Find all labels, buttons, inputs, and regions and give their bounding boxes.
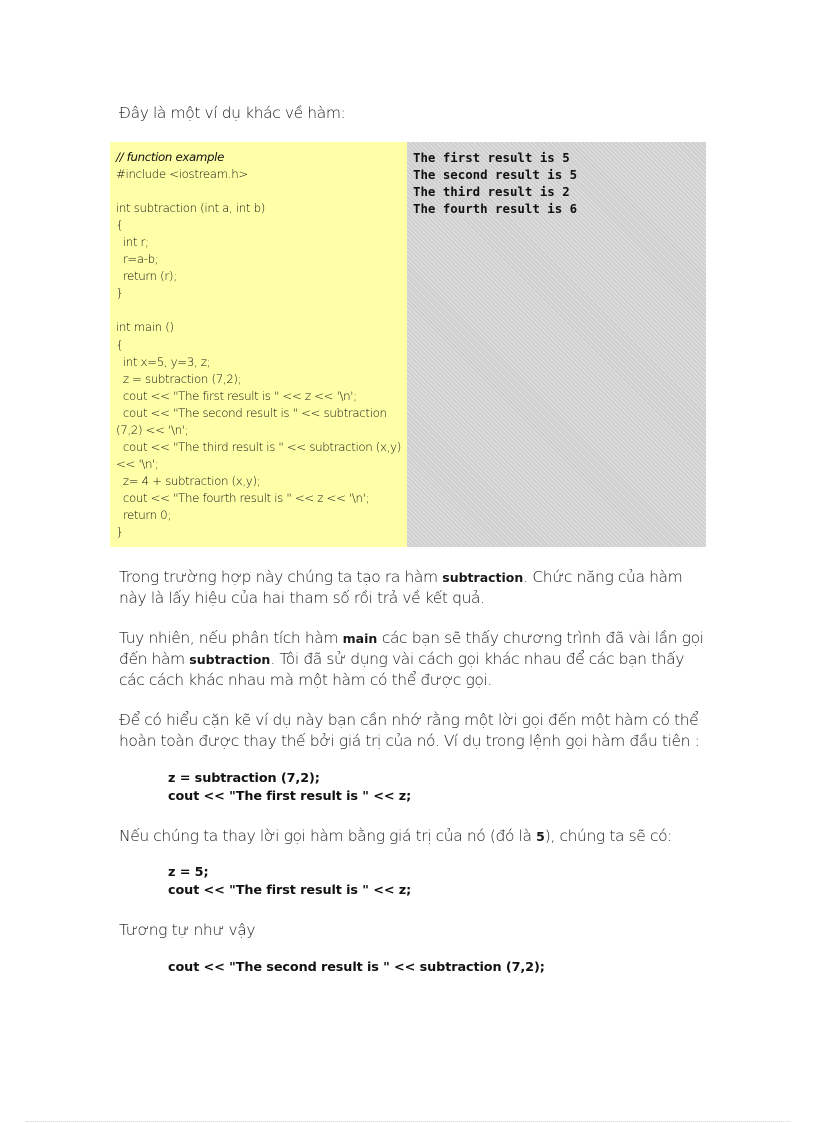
code-line: int subtraction (int a, int b) [116, 201, 265, 216]
code-line: int r; [116, 235, 149, 250]
p2-text-a: Tuy nhiên, nếu phân tích hàm [119, 629, 343, 647]
paragraph-main-analysis [119, 628, 709, 691]
output-listing [407, 142, 706, 217]
code-line: z = subtraction (7,2); [116, 371, 242, 386]
output-line: The third result is 2 [413, 184, 570, 200]
code-line: #include <iostream.h> [116, 167, 248, 182]
keyword-main: main [342, 631, 378, 646]
page-bottom-divider [26, 1121, 790, 1122]
code-line: return 0; [116, 507, 171, 522]
code-example-panel [110, 142, 407, 547]
keyword-subtraction: subtraction [442, 570, 524, 585]
paragraph-replace-value [119, 826, 709, 847]
keyword-five: 5 [536, 829, 545, 844]
snippet-line: cout << "The first result is " << z; [168, 788, 412, 804]
paragraph-similarly: Tương tự như vậy [119, 921, 256, 939]
code-listing [110, 142, 407, 541]
code-line: // function example [116, 150, 224, 164]
code-line: { [116, 337, 124, 352]
p4-text-before: Nếu chúng ta thay lời gọi hàm bằng giá trị của nó (đó là [119, 827, 537, 845]
code-line [116, 302, 407, 319]
code-line: { [116, 218, 124, 233]
code-line: z= 4 + subtraction (x,y); [116, 473, 261, 488]
p1-text-after: . Chức năng của hàm này là lấy hiệu của hai tham số rồi trả về kết quả. [119, 568, 683, 607]
paragraph-call-replacement: Để có hiểu cặn kẽ ví dụ này bạn cần nhớ rằng một lời gọi đến một hàm có thể hoàn toàn được thay thế bởi giá trị của nó. Ví dụ trong lệnh gọi hàm đầu tiên : [119, 711, 700, 750]
program-output-panel [407, 142, 706, 547]
output-line: The first result is 5 [413, 150, 570, 165]
code-line: int x=5, y=3, z; [116, 354, 211, 369]
code-snippet-2 [168, 864, 411, 899]
code-line: return (r); [116, 269, 177, 284]
p2-text-c: . Tôi đã sử dụng vài cách gọi khác nhau để các bạn thấy các cách khác nhau mà một hàm có thể được gọi. [119, 650, 685, 689]
snippet-line: cout << "The first result is " << z; [168, 882, 412, 898]
output-line: The second result is 5 [413, 167, 578, 183]
code-line: cout << "The first result is " << z << '\n'; [116, 388, 357, 403]
snippet-line: cout << "The second result is " << subtraction (7,2); [168, 960, 545, 975]
code-line: } [116, 525, 124, 540]
code-line: } [116, 286, 124, 301]
code-snippet-3 [168, 959, 545, 977]
code-line: cout << "The fourth result is " << z << '\n'; [116, 490, 370, 505]
code-line: cout << "The second result is " << subtraction (7,2) << '\n'; [116, 405, 391, 437]
output-line: The fourth result is 6 [413, 201, 578, 217]
code-line: cout << "The third result is " << subtraction (x,y) << '\n'; [116, 439, 405, 471]
code-snippet-1 [168, 770, 411, 805]
p4-text-after: ), chúng ta sẽ có: [544, 827, 672, 845]
snippet-line: z = 5; [168, 865, 209, 880]
intro-text: Đây là một ví dụ khác về hàm: [119, 104, 346, 122]
code-line [116, 183, 407, 200]
code-line: int main () [116, 320, 174, 335]
paragraph-subtraction-intro [119, 567, 709, 609]
snippet-line: z = subtraction (7,2); [168, 771, 320, 786]
p2-text-b: các bạn sẽ thấy chương trình đã vài lần gọi đến hàm [119, 629, 704, 668]
p1-text-before: Trong trường hợp này chúng ta tạo ra hàm [119, 568, 443, 586]
code-line: r=a-b; [116, 252, 159, 267]
keyword-subtraction: subtraction [189, 652, 271, 667]
